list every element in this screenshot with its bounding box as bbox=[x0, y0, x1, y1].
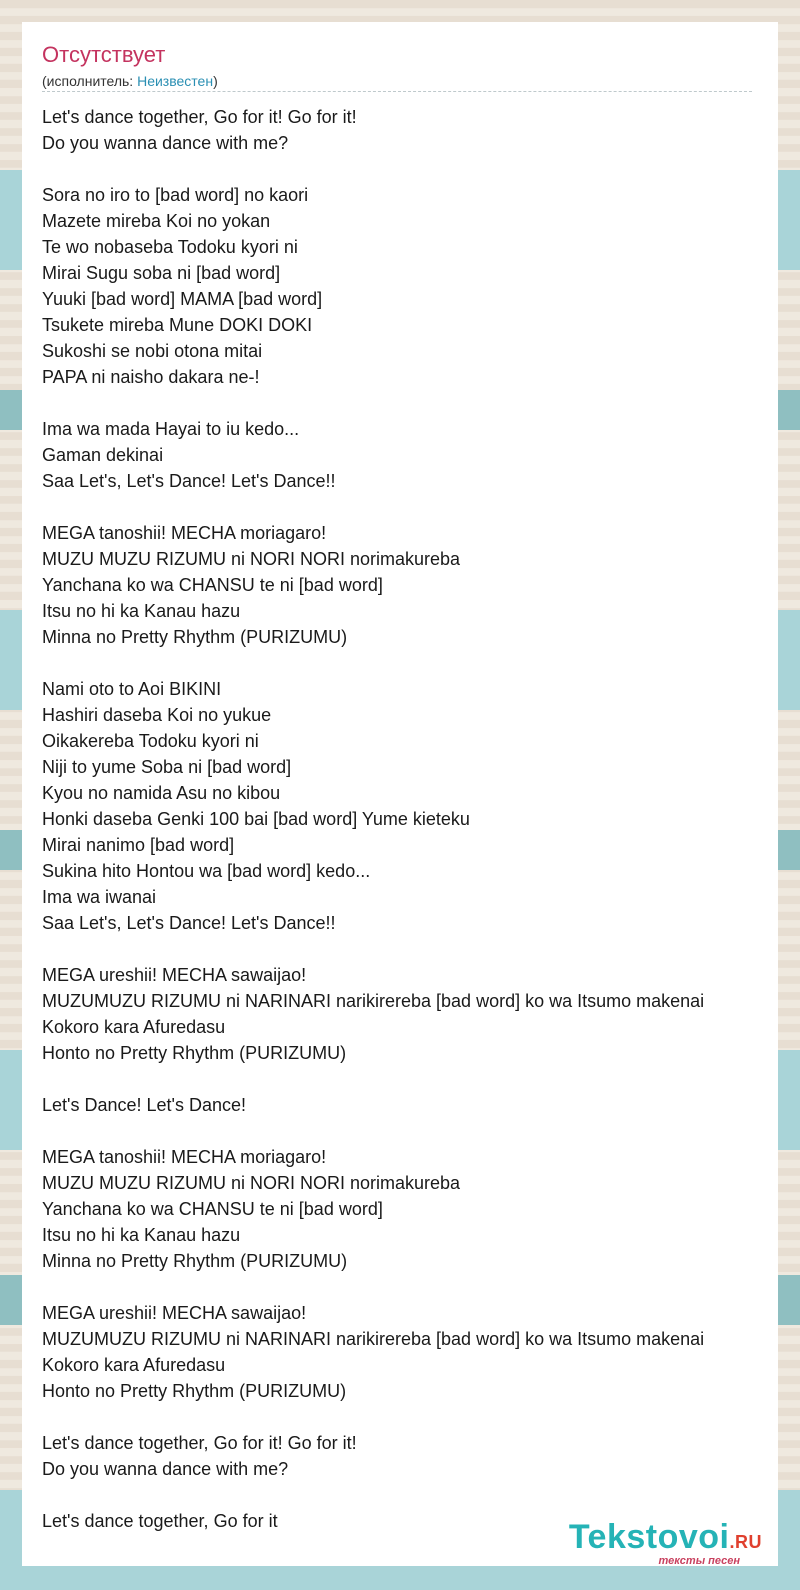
lyric-line: MUZUMUZU RIZUMU ni NARINARI narikirereba [bad word] ko wa Itsumo makenai bbox=[42, 991, 705, 1011]
lyric-blank-line bbox=[42, 1066, 778, 1092]
lyric-line: Do you wanna dance with me? bbox=[42, 1459, 289, 1479]
lyric-line: Kyou no namida Asu no kibou bbox=[42, 783, 281, 803]
lyric-blank-line bbox=[42, 1118, 778, 1144]
artist-link[interactable]: Неизвестен bbox=[137, 73, 214, 89]
lyric-line: Yanchana ko wa CHANSU te ni [bad word] bbox=[42, 575, 383, 595]
lyric-line: MEGA ureshii! MECHA sawaijao! bbox=[42, 965, 307, 985]
artist-line bbox=[42, 72, 752, 90]
artist-suffix: ) bbox=[213, 73, 218, 89]
lyric-line: Itsu no hi ka Kanau hazu bbox=[42, 601, 241, 621]
lyric-line: MEGA ureshii! MECHA sawaijao! bbox=[42, 1303, 307, 1323]
logo-tagline: тексты песен bbox=[658, 1555, 740, 1567]
lyric-line: Tsukete mireba Mune DOKI DOKI bbox=[42, 315, 313, 335]
lyric-line: MUZU MUZU RIZUMU ni NORI NORI norimakureba bbox=[42, 1173, 461, 1193]
lyric-line: Sukina hito Hontou wa [bad word] kedo... bbox=[42, 861, 371, 881]
header-divider bbox=[42, 91, 752, 92]
artist-prefix: (исполнитель: bbox=[42, 73, 138, 89]
lyric-line: Honki daseba Genki 100 bai [bad word] Yume kieteku bbox=[42, 809, 470, 829]
lyric-line: MUZU MUZU RIZUMU ni NORI NORI norimakureba bbox=[42, 549, 461, 569]
song-title: Отсутствует bbox=[42, 42, 166, 67]
lyric-line: Niji to yume Soba ni [bad word] bbox=[42, 757, 292, 777]
song-header bbox=[42, 42, 752, 90]
lyric-line: Honto no Pretty Rhythm (PURIZUMU) bbox=[42, 1043, 347, 1063]
logo-name: Tekstovoi bbox=[568, 1518, 730, 1556]
lyric-blank-line bbox=[42, 1482, 778, 1508]
lyric-line: Mazete mireba Koi no yokan bbox=[42, 211, 271, 231]
lyric-line: Minna no Pretty Rhythm (PURIZUMU) bbox=[42, 627, 348, 647]
lyric-line: Let's dance together, Go for it! Go for it! bbox=[42, 107, 357, 127]
lyric-line: MUZUMUZU RIZUMU ni NARINARI narikirereba [bad word] ko wa Itsumo makenai bbox=[42, 1329, 705, 1349]
lyric-line: Hashiri daseba Koi no yukue bbox=[42, 705, 272, 725]
logo-tld: .RU bbox=[729, 1532, 762, 1552]
lyric-blank-line bbox=[42, 494, 778, 520]
lyric-blank-line bbox=[42, 1404, 778, 1430]
lyric-blank-line bbox=[42, 936, 778, 962]
lyric-line: Oikakereba Todoku kyori ni bbox=[42, 731, 259, 751]
lyric-line: Ima wa iwanai bbox=[42, 887, 157, 907]
lyric-line: Sukoshi se nobi otona mitai bbox=[42, 341, 263, 361]
lyric-line: Te wo nobaseba Todoku kyori ni bbox=[42, 237, 298, 257]
lyric-line: Let's dance together, Go for it bbox=[42, 1511, 278, 1531]
lyric-line: Saa Let's, Let's Dance! Let's Dance!! bbox=[42, 913, 336, 933]
lyric-line: Mirai Sugu soba ni [bad word] bbox=[42, 263, 281, 283]
lyric-line: Gaman dekinai bbox=[42, 445, 164, 465]
lyric-line: Kokoro kara Afuredasu bbox=[42, 1355, 226, 1375]
logo-wordmark bbox=[569, 1520, 762, 1559]
lyric-blank-line bbox=[42, 390, 778, 416]
lyric-line: Yanchana ko wa CHANSU te ni [bad word] bbox=[42, 1199, 383, 1219]
lyric-line: Minna no Pretty Rhythm (PURIZUMU) bbox=[42, 1251, 348, 1271]
lyric-line: Let's Dance! Let's Dance! bbox=[42, 1095, 246, 1115]
lyrics-card bbox=[22, 22, 778, 1566]
lyric-line: Yuuki [bad word] MAMA [bad word] bbox=[42, 289, 323, 309]
lyric-line: Do you wanna dance with me? bbox=[42, 133, 289, 153]
lyric-line: Kokoro kara Afuredasu bbox=[42, 1017, 226, 1037]
lyric-blank-line bbox=[42, 156, 778, 182]
lyrics-text bbox=[42, 104, 778, 1534]
lyric-line: Mirai nanimo [bad word] bbox=[42, 835, 235, 855]
lyric-line: Let's dance together, Go for it! Go for it! bbox=[42, 1433, 357, 1453]
lyric-line: MEGA tanoshii! MECHA moriagaro! bbox=[42, 1147, 327, 1167]
lyric-blank-line bbox=[42, 650, 778, 676]
lyric-line: PAPA ni naisho dakara ne-! bbox=[42, 367, 260, 387]
site-logo[interactable] bbox=[569, 1520, 762, 1567]
lyric-blank-line bbox=[42, 1274, 778, 1300]
lyric-line: Honto no Pretty Rhythm (PURIZUMU) bbox=[42, 1381, 347, 1401]
lyric-line: Saa Let's, Let's Dance! Let's Dance!! bbox=[42, 471, 336, 491]
lyric-line: Sora no iro to [bad word] no kaori bbox=[42, 185, 309, 205]
lyric-line: MEGA tanoshii! MECHA moriagaro! bbox=[42, 523, 327, 543]
lyric-line: Itsu no hi ka Kanau hazu bbox=[42, 1225, 241, 1245]
lyric-line: Nami oto to Aoi BIKINI bbox=[42, 679, 222, 699]
lyric-line: Ima wa mada Hayai to iu kedo... bbox=[42, 419, 300, 439]
